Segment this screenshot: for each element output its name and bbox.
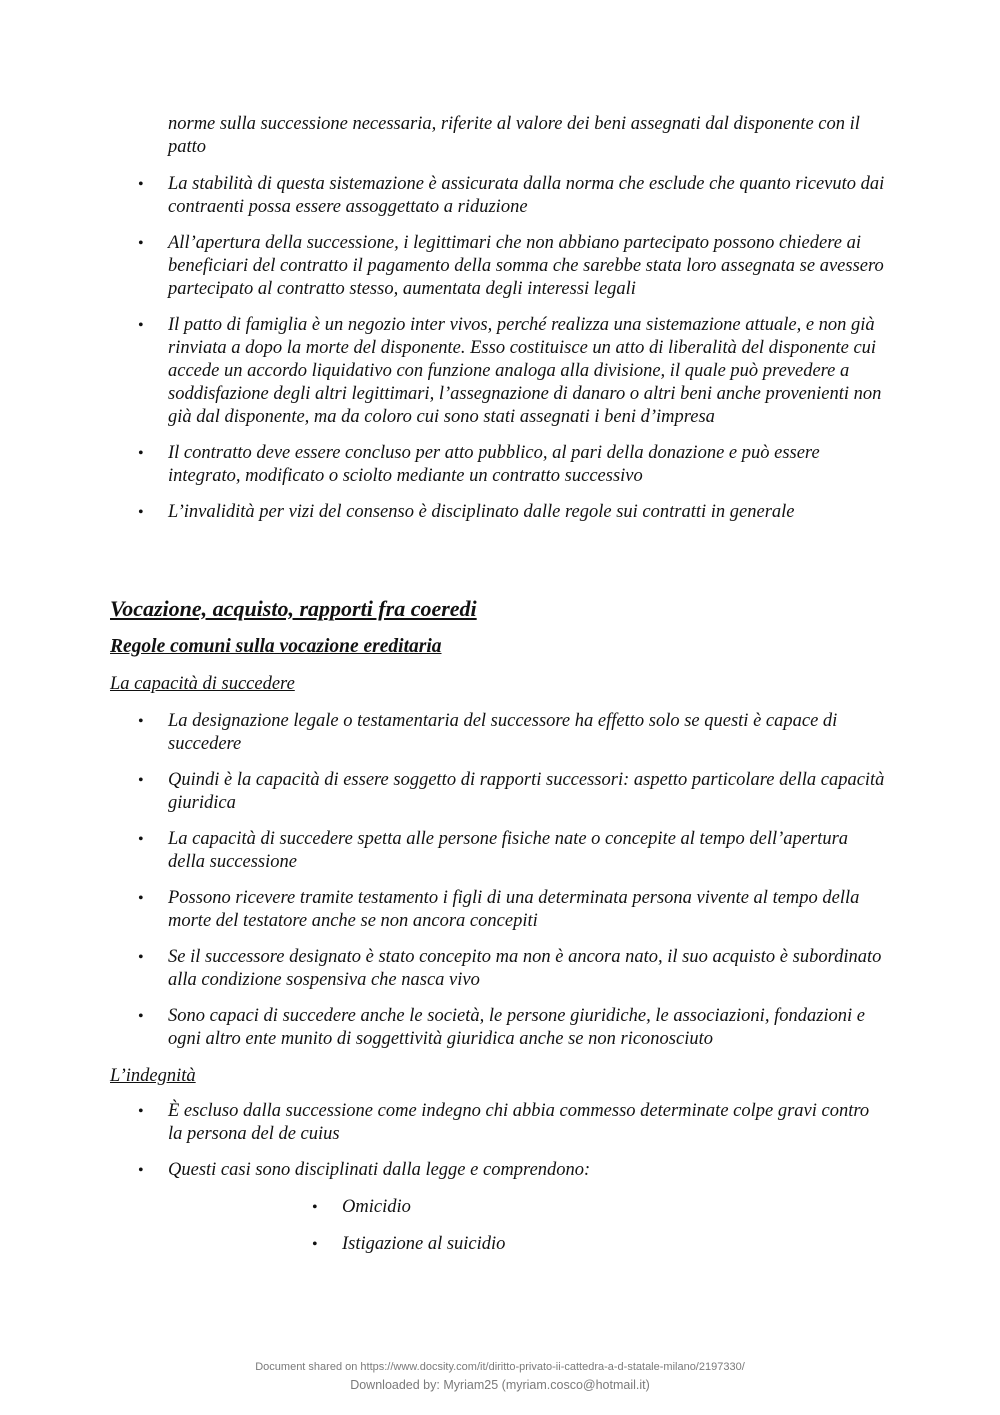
bullet-icon: • — [138, 504, 144, 521]
list-item: • Il patto di famiglia è un negozio inter vivos, perché realizza una sistemazione attuale, e non già rinviata a dopo la morte del disponente. Esso costituisce un atto di liberalità del disponente cui accede un accordo liquidativo con funzione analoga alla divisione, il quale può prevedere a soddisfazione degli altri legittimari, l’assegnazione di danaro o altri beni anche provenienti non già dal disponente, ma da coloro cui sono stati assegnati i beni d’impresa — [138, 315, 882, 427]
list-item: • La capacità di succedere spetta alle persone fisiche nate o concepite al tempo dell’apertura della successione — [138, 829, 849, 872]
footer-downloaded-by: Downloaded by: Myriam25 (myriam.cosco@hotmail.it) — [350, 1378, 650, 1392]
list-item: • Questi casi sono disciplinati dalla legge e comprendono: — [138, 1160, 591, 1180]
list-item: • Il contratto deve essere concluso per atto pubblico, al pari della donazione e può essere integrato, modificato o sciolto mediante un contratto successivo — [138, 443, 820, 486]
bullet-icon: • — [138, 235, 144, 252]
footer-shared-url: Document shared on https://www.docsity.com/it/diritto-privato-ii-cattedra-a-d-statale-milano/2197330/ — [255, 1361, 745, 1373]
bullet-icon: • — [138, 1162, 144, 1179]
list-item: • All’apertura della successione, i legittimari che non abbiano partecipato possono chiedere ai beneficiari del contratto il pagamento della somma che sarebbe stata loro assegnata se avessero partecipato al contratto stesso, aumentata degli interessi legali — [138, 233, 884, 299]
list-item: • Sono capaci di succedere anche le società, le persone giuridiche, le associazioni, fondazioni e ogni altro ente munito di soggettività giuridica anche se non riconosciuto — [138, 1006, 866, 1049]
bullet-icon: • — [138, 890, 144, 907]
bullet-icon: • — [138, 949, 144, 966]
bullet-icon: • — [138, 831, 144, 848]
continuation-text: norme sulla successione necessaria, riferite al valore dei beni assegnati dal disponente con il patto — [168, 114, 860, 157]
sub-bullet-list — [0, 1196, 1000, 1270]
section-heading: Vocazione, acquisto, rapporti fra coeredi — [110, 596, 477, 621]
list-item: • La stabilità di questa sistemazione è assicurata dalla norma che esclude che quanto ricevuto dai contraenti possa essere assoggettato a riduzione — [138, 174, 885, 217]
bullet-icon: • — [312, 1236, 318, 1253]
bullet-icon: • — [138, 713, 144, 730]
capacita-title: La capacità di succedere — [110, 674, 295, 694]
bullet-icon: • — [138, 445, 144, 462]
list-item: • Istigazione al suicidio — [312, 1234, 506, 1254]
bullet-list-indegnita — [0, 1100, 1000, 1195]
list-item: • Quindi è la capacità di essere soggetto di rapporti successori: aspetto particolare della capacità giuridica — [138, 770, 885, 813]
bullet-icon: • — [138, 772, 144, 789]
list-item: • Omicidio — [312, 1197, 411, 1217]
bullet-icon: • — [312, 1199, 318, 1216]
list-item: • La designazione legale o testamentaria del successore ha effetto solo se questi è capace di succedere — [138, 711, 838, 754]
bullet-icon: • — [138, 317, 144, 334]
bullet-icon: • — [138, 1103, 144, 1120]
list-item: • L’invalidità per vizi del consenso è disciplinato dalle regole sui contratti in generale — [138, 502, 795, 522]
list-item: • È escluso dalla successione come indegno chi abbia commesso determinate colpe gravi contro la persona del de cuius — [138, 1101, 870, 1144]
bullet-list-capacita — [0, 710, 1000, 1064]
subsection-heading: Regole comuni sulla vocazione ereditaria — [110, 636, 442, 657]
indegnita-title: L’indegnità — [110, 1066, 196, 1086]
list-item: • Se il successore designato è stato concepito ma non è ancora nato, il suo acquisto è subordinato alla condizione sospensiva che nasca vivo — [138, 947, 882, 990]
list-item: • Possono ricevere tramite testamento i figli di una determinata persona vivente al tempo della morte del testatore anche se non ancora concepiti — [138, 888, 860, 931]
bullet-icon: • — [138, 1008, 144, 1025]
bullet-list-patto — [0, 173, 1000, 537]
bullet-icon: • — [138, 176, 144, 193]
